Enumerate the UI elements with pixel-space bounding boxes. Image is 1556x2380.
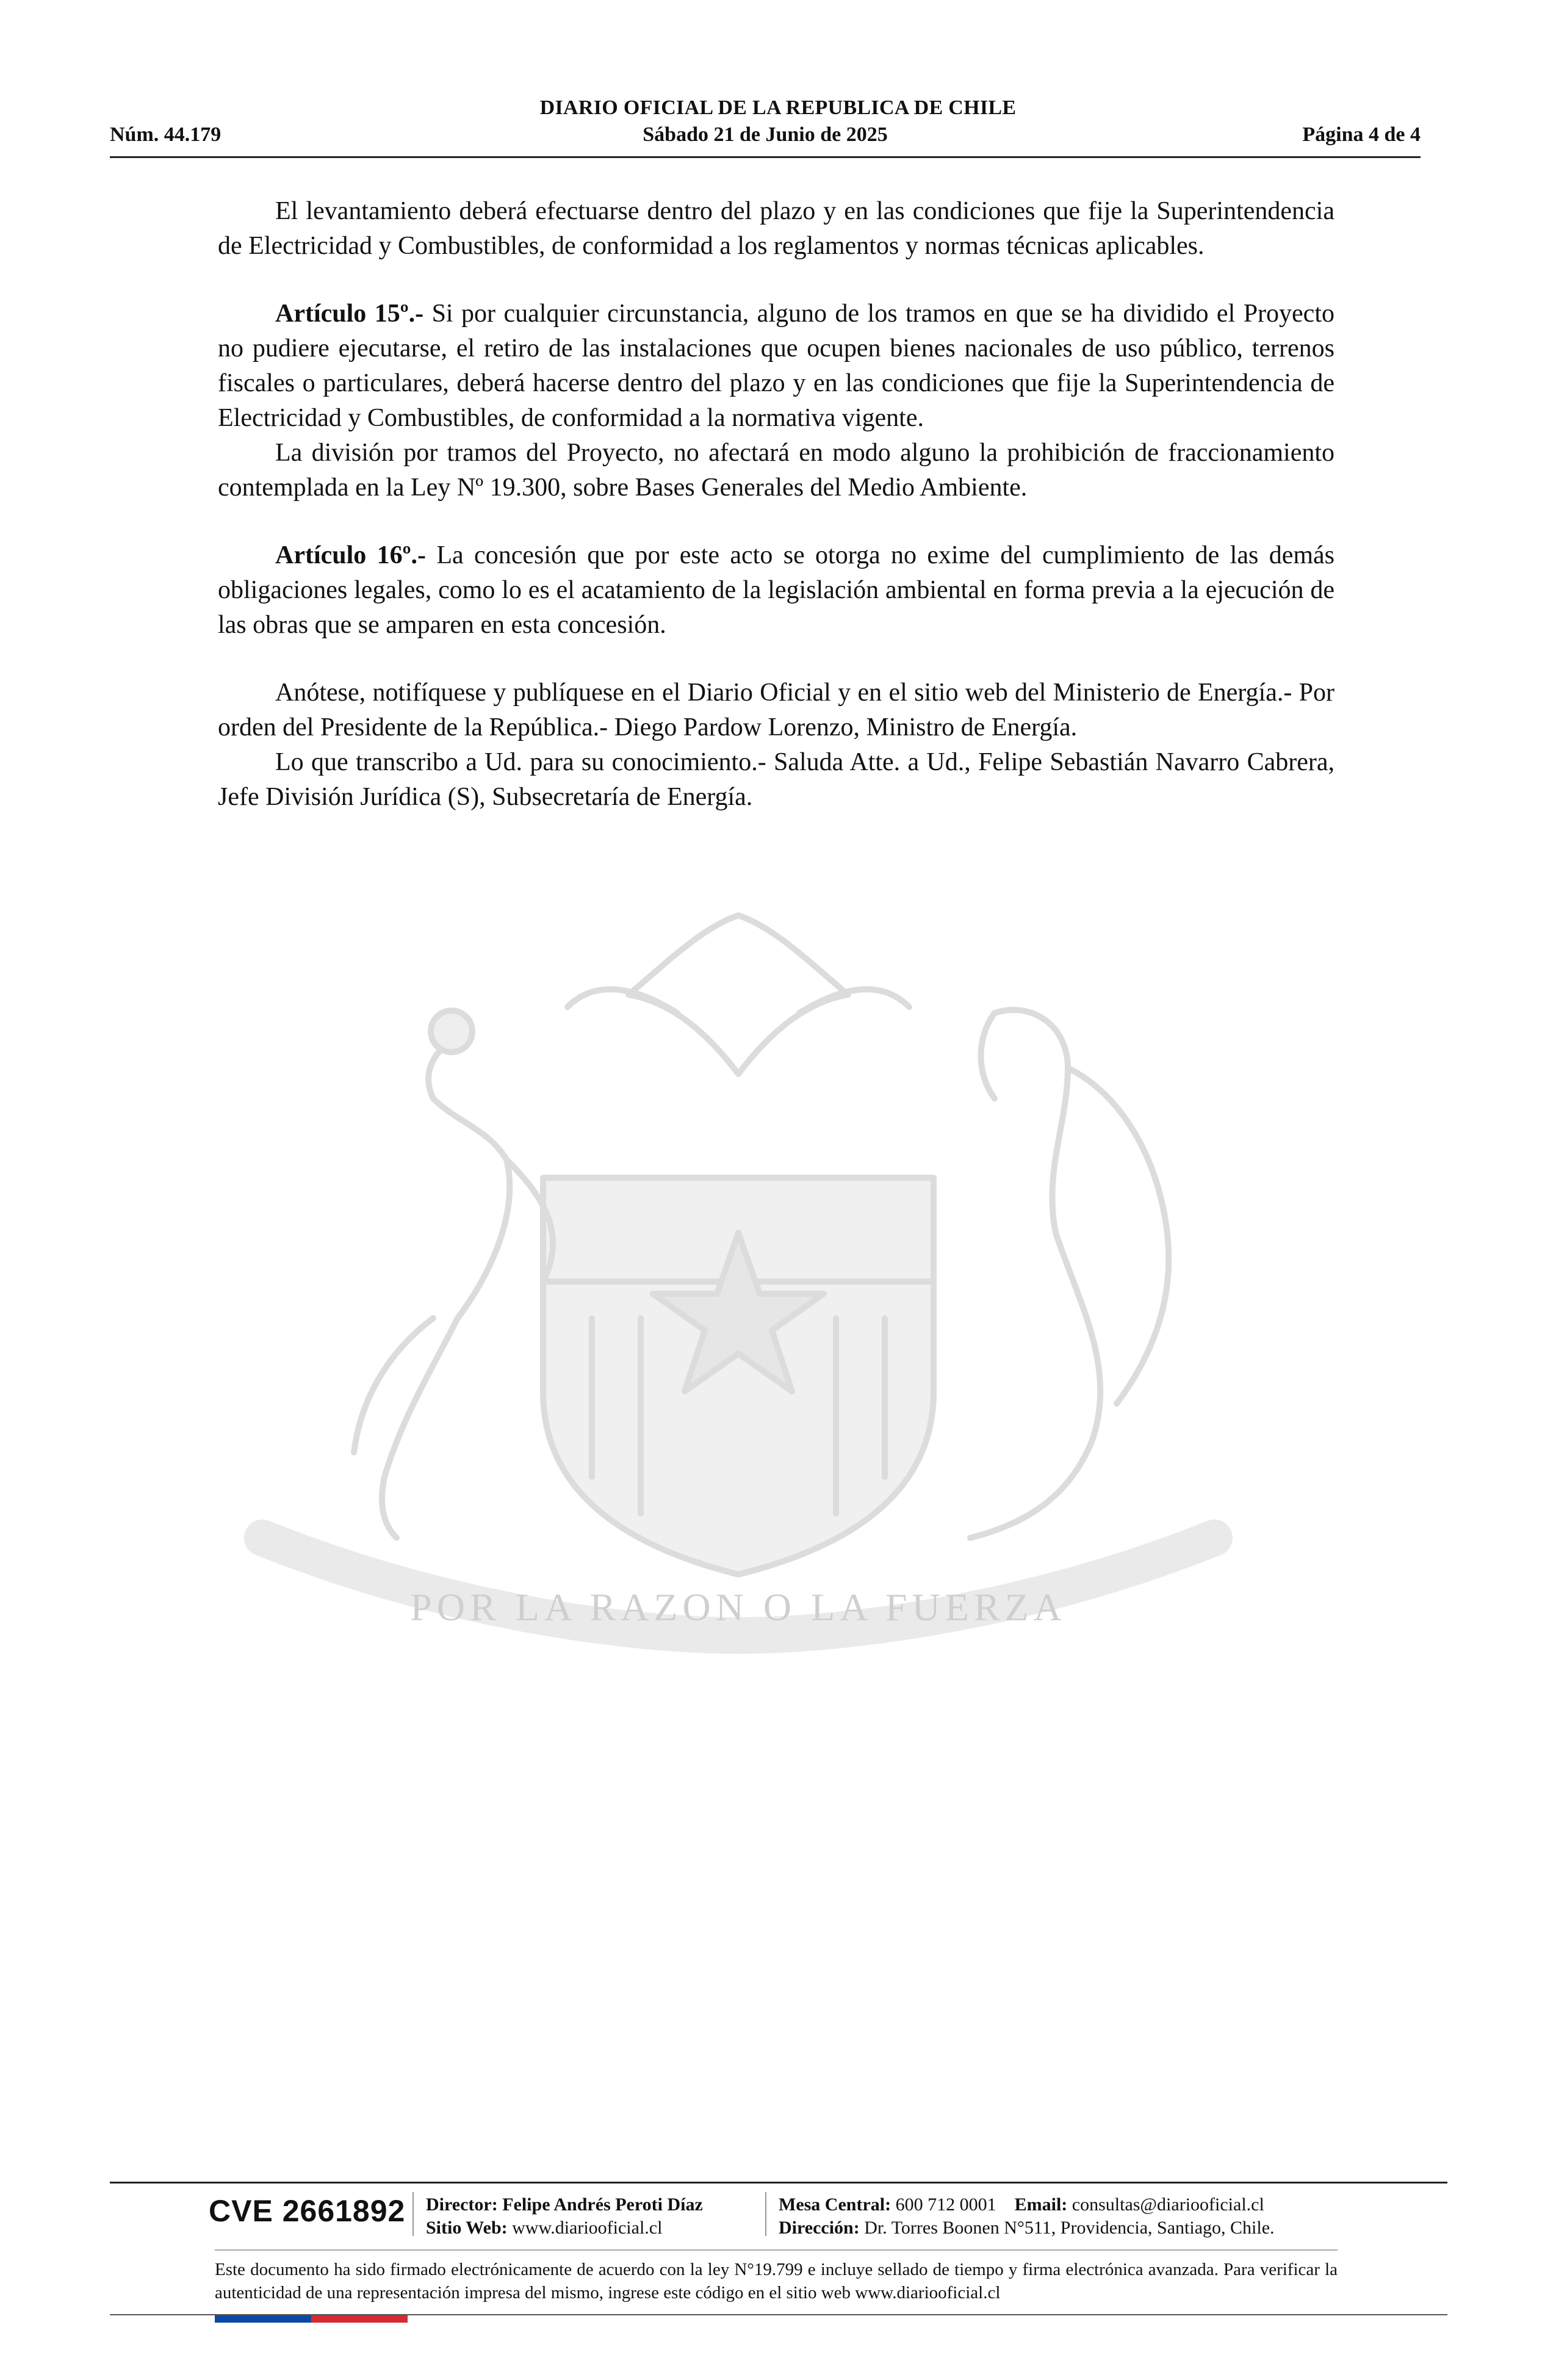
paragraph-transcribo: Lo que transcribo a Ud. para su conocimiento.- Saluda Atte. a Ud., Felipe Sebastián Navarro Cabrera, Jefe División Jurídica (S), Subsecretaría de Energía.: [218, 748, 1334, 811]
contact-line: [779, 2193, 1264, 2216]
article-16-label: Artículo 16º.-: [275, 541, 427, 569]
website-label: Sitio Web:: [426, 2218, 508, 2238]
footer-divider: [110, 2182, 1447, 2183]
watermark-motto: POR LA RAZON O LA FUERZA: [410, 1585, 1067, 1629]
footer-separator: [412, 2192, 414, 2236]
document-body: [218, 194, 1334, 815]
paragraph-levantamiento: El levantamiento deberá efectuarse dentro del plazo y en las condiciones que fije la Superintendencia de Electricidad y Combustibles, de conformidad a los reglamentos y normas técnicas aplicables.: [218, 197, 1334, 260]
paragraph-division-tramos: La división por tramos del Proyecto, no afectará en modo alguno la prohibición de fraccionamiento contemplada en la Ley Nº 19.300, sobre Bases Generales del Medio Ambiente.: [218, 439, 1334, 502]
address-line: [779, 2216, 1275, 2240]
article-15-text: Si por cualquier circunstancia, alguno de los tramos en que se ha dividido el Proyecto no pudiere ejecutarse, el retiro de las instalaciones que ocupen bienes nacionales de uso público, terrenos fiscales o particulares, deberá hacerse dentro del plazo y en las condiciones que fije la Superintendencia de Electricidad y Combustibles, de conformidad a la normativa vigente.: [218, 300, 1334, 432]
address-value: Dr. Torres Boonen N°511, Providencia, Santiago, Chile.: [864, 2218, 1275, 2238]
footer-separator: [765, 2192, 766, 2236]
article-16-text: La concesión que por este acto se otorga no exime del cumplimiento de las demás obligaciones legales, como lo es el acatamiento de la legislación ambiental en forma previa a la ejecución de las obras que se amparen en esta concesión.: [218, 541, 1334, 639]
email-link[interactable]: consultas@diariooficial.cl: [1072, 2194, 1264, 2215]
header-divider: [110, 156, 1421, 158]
director-line: [426, 2193, 703, 2216]
paragraph-anotese: Anótese, notifíquese y publíquese en el Diario Oficial y en el sitio web del Ministerio de Energía.- Por orden del Presidente de la República.- Diego Pardow Lorenzo, Ministro de Energía.: [218, 679, 1334, 741]
flag-red-segment: [311, 2315, 408, 2323]
article-16: [218, 538, 1334, 643]
cve-code: CVE 2661892: [209, 2194, 406, 2228]
signature-disclaimer: Este documento ha sido firmado electrónicamente de acuerdo con la ley N°19.799 e incluye sellado de tiempo y firma electrónica avanzada. Para verificar la autenticidad de una representación impresa del mismo, ingrese este código en el sitio web www.diariooficial.cl: [215, 2260, 1338, 2302]
flag-color-bar: [215, 2315, 408, 2323]
issue-date: Sábado 21 de Junio de 2025: [643, 123, 888, 146]
website-line: [426, 2216, 662, 2240]
mesa-central-label: Mesa Central:: [779, 2194, 891, 2215]
newspaper-title: DIARIO OFICIAL DE LA REPUBLICA DE CHILE: [539, 96, 1017, 119]
footer-inner-divider: [215, 2249, 1338, 2251]
article-15-label: Artículo 15º.-: [275, 300, 424, 328]
article-15: [218, 297, 1334, 436]
page-indicator: Página 4 de 4: [1302, 123, 1421, 146]
director-label: Director:: [426, 2194, 498, 2215]
flag-blue-segment: [215, 2315, 311, 2323]
website-link[interactable]: www.diariooficial.cl: [512, 2218, 663, 2238]
address-label: Dirección:: [779, 2218, 860, 2238]
mesa-central-number: 600 712 0001: [895, 2194, 996, 2215]
header-row: [110, 123, 1421, 150]
coat-of-arms-watermark-icon: [201, 891, 1275, 1672]
director-name: Felipe Andrés Peroti Díaz: [502, 2194, 703, 2215]
email-label: Email:: [1014, 2194, 1068, 2215]
issue-number: Núm. 44.179: [110, 123, 222, 146]
